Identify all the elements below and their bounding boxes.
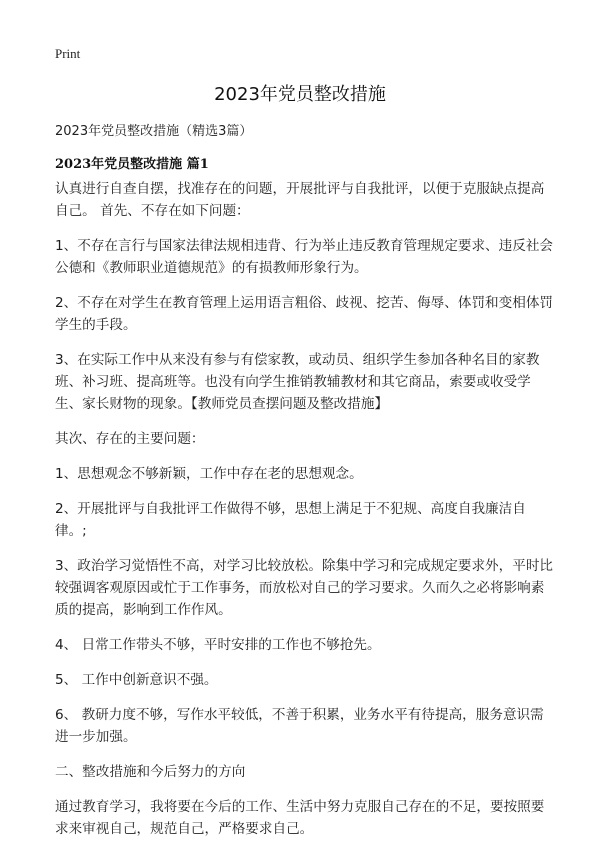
paragraph-measures-heading: 二、整改措施和今后努力的方向	[55, 764, 246, 780]
paragraph-problem-1: 1、思想观念不够新颖，工作中存在老的思想观念。	[55, 466, 363, 482]
paragraph-item-1: 1、不存在言行与国家法律法规相违背、行为举止违反教育管理规定要求、违反社会公德和《教师职业道德规范》的有损教师形象行为。	[55, 238, 554, 276]
page-title: 2023年党员整改措施	[214, 84, 386, 105]
paragraph-measures-text: 通过教育学习，我将要在今后的工作、生活中努力克服自己存在的不足，要按照要求来审视自己，规范自己，严格要求自己。	[55, 799, 545, 837]
paragraph-item-3: 3、在实际工作中从来没有参与有偿家教，或动员、组织学生参加各种名目的家教班、补习班、提高班等。也没有向学生推销教辅教材和其它商品，索要或收受学生、家长财物的现象。【教师党员查摆问题及整改措施】	[55, 352, 540, 412]
paragraph-problem-6: 6、 教研力度不够，写作水平较低，不善于积累，业务水平有待提高，服务意识需进一步加强。	[55, 707, 544, 745]
paragraph-second-heading: 其次、存在的主要问题：	[55, 431, 205, 447]
paragraph-problem-4: 4、 日常工作带头不够，平时安排的工作也不够抢先。	[55, 637, 381, 653]
document-body	[55, 178, 555, 853]
section-heading: 2023年党员整改措施 篇1	[55, 157, 209, 172]
document-subtitle: 2023年党员整改措施（精选3篇）	[55, 124, 253, 139]
paragraph-problem-2: 2、开展批评与自我批评工作做得不够，思想上满足于不犯规、高度自我廉洁自律。;	[55, 501, 526, 539]
paragraph-intro: 认真进行自查自摆，找准存在的问题，开展批评与自我批评，以便于克服缺点提高自己。 首先、不存在如下问题：	[55, 181, 545, 219]
print-label: Print	[55, 46, 81, 61]
paragraph-item-2: 2、不存在对学生在教育管理上运用语言粗俗、歧视、挖苦、侮辱、体罚和变相体罚学生的手段。	[55, 295, 554, 333]
paragraph-problem-5: 5、 工作中创新意识不强。	[55, 672, 218, 688]
paragraph-problem-3: 3、政治学习觉悟性不高，对学习比较放松。除集中学习和完成规定要求外，平时比较强调客观原因或忙于工作事务，而放松对自己的学习要求。久而久之必将影响素质的提高，影响到工作作风。	[55, 558, 554, 618]
